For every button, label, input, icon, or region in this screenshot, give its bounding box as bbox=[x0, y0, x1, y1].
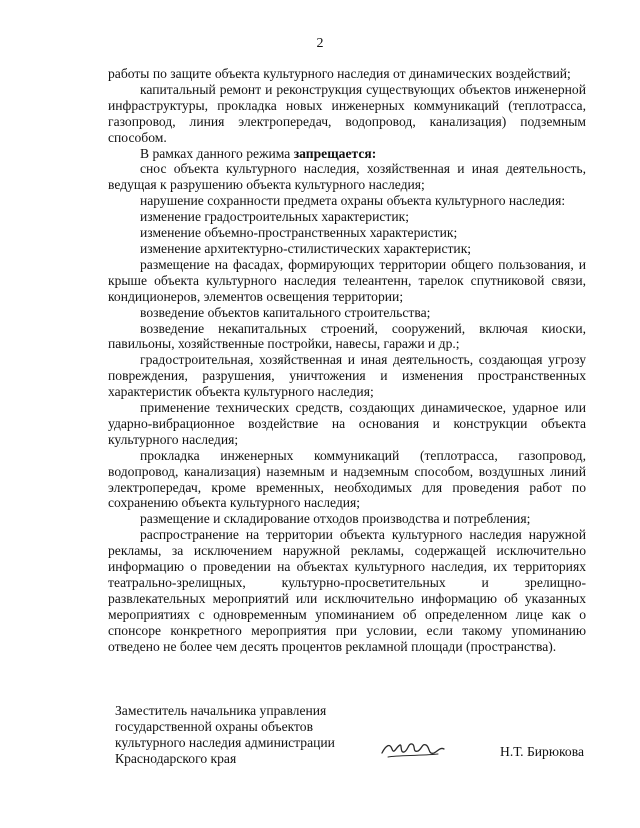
prohibition-item: градостроительная, хозяйственная и иная деятельность, создающая угрозу повреждения, разрушения, уничтожения и изменения пространственных характеристик объекта культурного наследия; bbox=[108, 352, 586, 400]
page-number: 2 bbox=[316, 36, 324, 51]
prohibition-item: снос объекта культурного наследия, хозяйственная и иная деятельность, ведущая к разрушению объекта культурного наследия; bbox=[108, 161, 586, 193]
prohibited-label: запрещается: bbox=[293, 145, 377, 161]
prohibition-item: изменение объемно-пространственных характеристик; bbox=[140, 225, 458, 241]
prohibition-item: размещение и складирование отходов производства и потребления; bbox=[140, 511, 531, 527]
signer-position-line: государственной охраны объектов bbox=[115, 719, 314, 734]
prohibition-item: прокладка инженерных коммуникаций (теплотрасса, газопровод, водопровод, канализация) наземным и надземным способом, воздушных линий электропередач, кроме временных, необходимых для проведения работ по сохранению объекта культурного наследия; bbox=[108, 447, 586, 511]
regime-heading bbox=[108, 146, 586, 162]
prohibition-item: возведение объектов капитального строительства; bbox=[140, 304, 431, 320]
prohibition-item: изменение градостроительных характеристик; bbox=[140, 209, 409, 225]
prohibition-item: распространение на территории объекта культурного наследия наружной рекламы, за исключением наружной рекламы, содержащей исключительно информацию о проведении на объектах культурного наследия, их территориях театрально-зрелищных, культурно-просветительных и зрелищно-развлекательных мероприятий или исключительно информацию об указанных мероприятиях с одновременным упоминанием об определенном лице как о спонсоре конкретного мероприятия при условии, если такому упоминанию отведено не более чем десять процентов рекламной площади (пространства). bbox=[108, 527, 586, 654]
prohibition-item: размещение на фасадах, формирующих территории общего пользования, и крыше объекта культурного наследия телеантенн, тарелок спутниковой связи, кондиционеров, элементов освещения территории; bbox=[108, 256, 586, 304]
prohibition-item: изменение архитектурно-стилистических характеристик; bbox=[140, 240, 472, 256]
paragraph: капитальный ремонт и реконструкция существующих объектов инженерной инфраструктуры, прокладка новых инженерных коммуникаций (теплотрасса, газопровод, линия электропередач, водопровод, канализация) подземным способом. bbox=[108, 81, 586, 145]
prohibition-item: возведение некапитальных строений, сооружений, включая киоски, павильоны, хозяйственные постройки, навесы, гаражи и др.; bbox=[108, 320, 586, 352]
prohibition-item: нарушение сохранности предмета охраны объекта культурного наследия: bbox=[140, 193, 566, 209]
signer-position-line: Заместитель начальника управления bbox=[115, 703, 327, 718]
document-body bbox=[108, 66, 586, 655]
regime-intro: В рамках данного режима bbox=[140, 145, 294, 161]
signer-position-line: культурного наследия администрации bbox=[115, 735, 335, 750]
handwritten-signature bbox=[378, 735, 450, 763]
signer-position-line: Краснодарского края bbox=[115, 751, 237, 766]
prohibition-item: применение технических средств, создающих динамическое, ударное или ударно-вибрационное воздействие на основания и конструкции объекта культурного наследия; bbox=[108, 400, 586, 447]
paragraph: работы по защите объекта культурного наследия от динамических воздействий; bbox=[108, 66, 571, 81]
signer-name: Н.Т. Бирюкова bbox=[500, 744, 584, 759]
